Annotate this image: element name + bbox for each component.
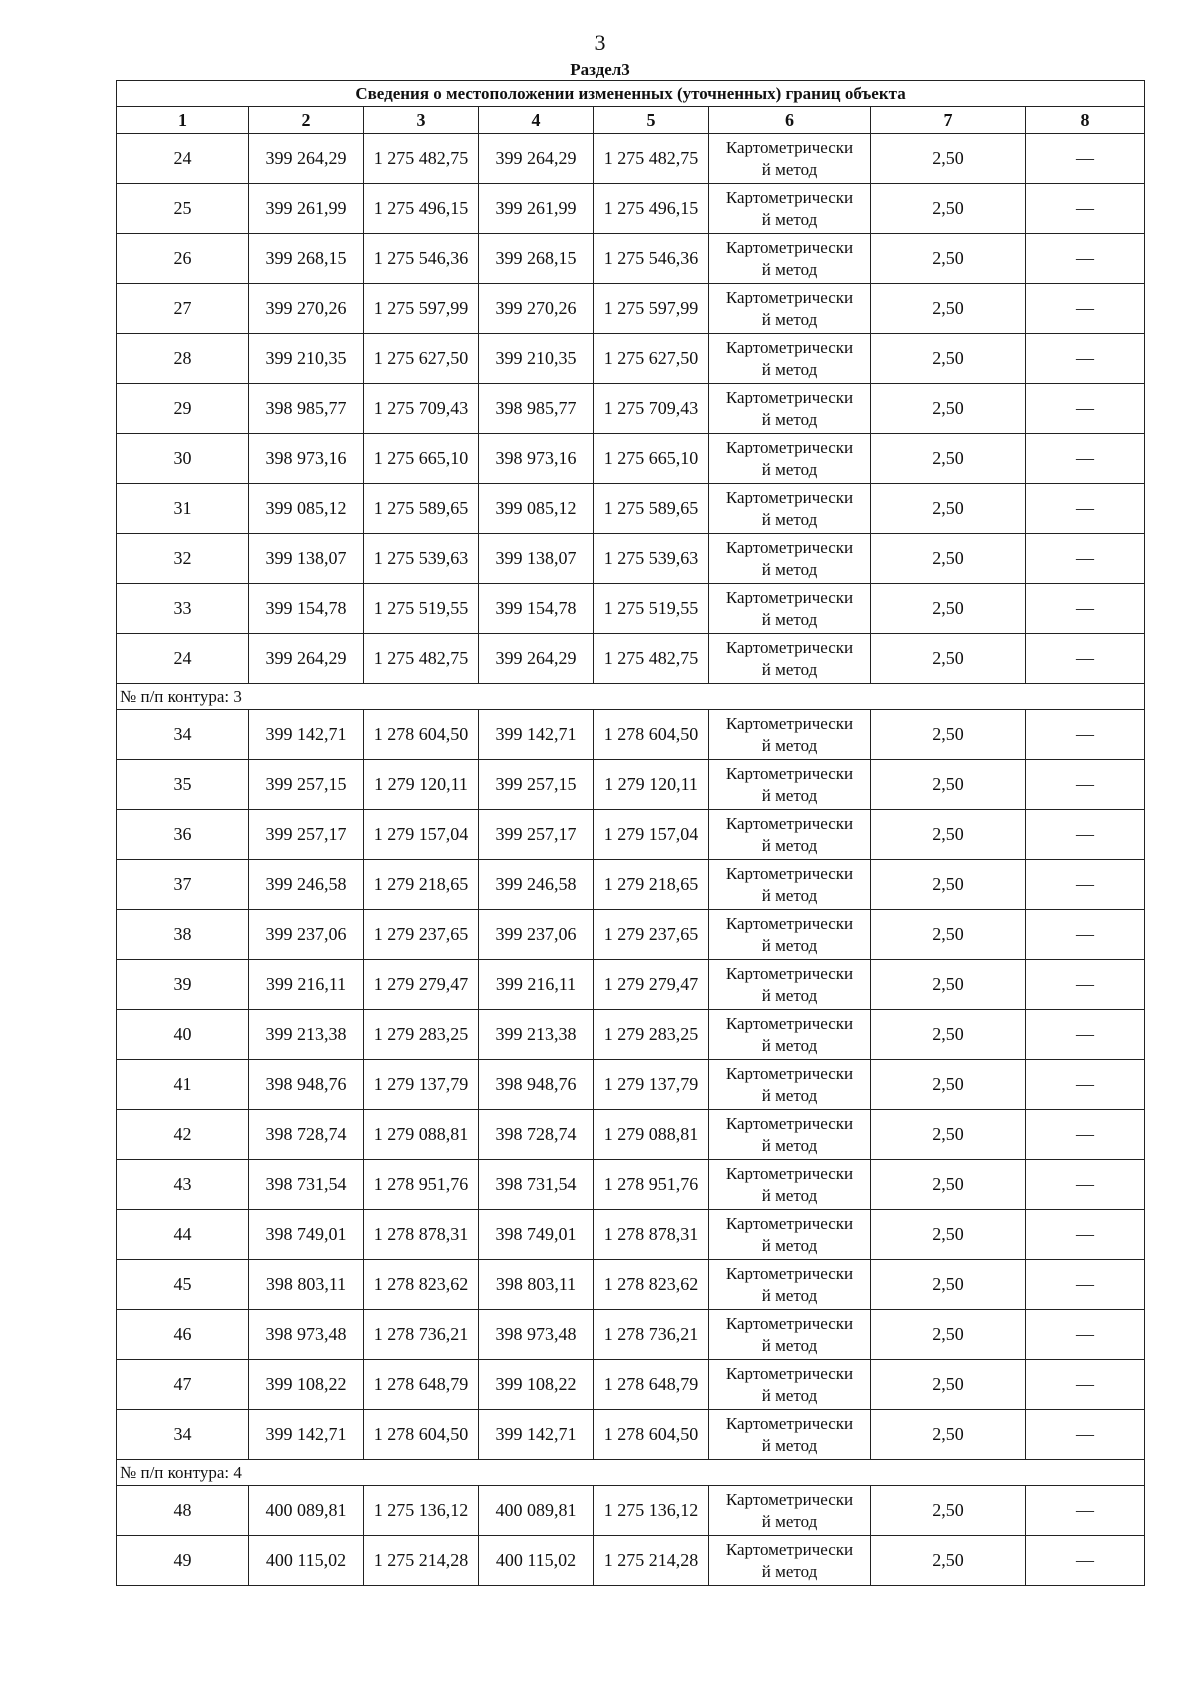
cell-new-y: 1 279 088,81 <box>594 1110 709 1160</box>
cell-existing-y: 1 279 137,79 <box>364 1060 479 1110</box>
table-row <box>117 234 1145 284</box>
cell-existing-y: 1 279 279,47 <box>364 960 479 1010</box>
table-row <box>117 1260 1145 1310</box>
cell-method: Картометрически й метод <box>709 534 871 584</box>
cell-existing-x: 399 216,11 <box>249 960 364 1010</box>
cell-new-x: 399 085,12 <box>479 484 594 534</box>
cell-new-y: 1 275 597,99 <box>594 284 709 334</box>
cell-method: Картометрически й метод <box>709 1260 871 1310</box>
cell-existing-x: 399 270,26 <box>249 284 364 334</box>
table-row <box>117 1536 1145 1586</box>
cell-existing-x: 400 089,81 <box>249 1486 364 1536</box>
cell-existing-y: 1 275 519,55 <box>364 584 479 634</box>
cell-point-number: 30 <box>117 434 249 484</box>
table-row <box>117 710 1145 760</box>
cell-new-y: 1 275 482,75 <box>594 134 709 184</box>
cell-point-number: 44 <box>117 1210 249 1260</box>
table-row <box>117 484 1145 534</box>
cell-new-x: 399 108,22 <box>479 1360 594 1410</box>
table-row <box>117 1360 1145 1410</box>
cell-new-x: 398 948,76 <box>479 1060 594 1110</box>
cell-existing-x: 398 728,74 <box>249 1110 364 1160</box>
table-row <box>117 1110 1145 1160</box>
cell-existing-x: 399 268,15 <box>249 234 364 284</box>
section-title: Раздел3 <box>570 60 630 79</box>
cell-existing-x: 398 731,54 <box>249 1160 364 1210</box>
cell-existing-x: 399 261,99 <box>249 184 364 234</box>
cell-existing-y: 1 278 604,50 <box>364 710 479 760</box>
cell-point-number: 45 <box>117 1260 249 1310</box>
cell-precision: 2,50 <box>871 234 1026 284</box>
cell-point-number: 38 <box>117 910 249 960</box>
cell-existing-y: 1 279 120,11 <box>364 760 479 810</box>
cell-precision: 2,50 <box>871 484 1026 534</box>
cell-point-number: 39 <box>117 960 249 1010</box>
cell-precision: 2,50 <box>871 434 1026 484</box>
cell-method: Картометрически й метод <box>709 1536 871 1586</box>
cell-method: Картометрически й метод <box>709 284 871 334</box>
table-caption: Сведения о местоположении измененных (уточненных) границ объекта <box>117 81 1145 107</box>
cell-precision: 2,50 <box>871 1060 1026 1110</box>
cell-description: — <box>1026 134 1145 184</box>
page-number: 3 <box>594 30 606 55</box>
cell-existing-x: 399 210,35 <box>249 334 364 384</box>
cell-existing-y: 1 279 283,25 <box>364 1010 479 1060</box>
cell-precision: 2,50 <box>871 1360 1026 1410</box>
cell-existing-x: 399 246,58 <box>249 860 364 910</box>
cell-description: — <box>1026 1110 1145 1160</box>
table-row <box>117 584 1145 634</box>
cell-method: Картометрически й метод <box>709 1410 871 1460</box>
cell-point-number: 37 <box>117 860 249 910</box>
table-row <box>117 1486 1145 1536</box>
cell-point-number: 42 <box>117 1110 249 1160</box>
cell-new-y: 1 275 589,65 <box>594 484 709 534</box>
cell-new-x: 400 089,81 <box>479 1486 594 1536</box>
cell-description: — <box>1026 584 1145 634</box>
cell-new-x: 398 973,48 <box>479 1310 594 1360</box>
cell-existing-y: 1 278 823,62 <box>364 1260 479 1310</box>
cell-description: — <box>1026 1536 1145 1586</box>
cell-method: Картометрически й метод <box>709 960 871 1010</box>
cell-method: Картометрически й метод <box>709 910 871 960</box>
cell-new-y: 1 275 709,43 <box>594 384 709 434</box>
cell-existing-y: 1 275 539,63 <box>364 534 479 584</box>
cell-existing-y: 1 279 237,65 <box>364 910 479 960</box>
cell-description: — <box>1026 334 1145 384</box>
table-row <box>117 1060 1145 1110</box>
cell-new-x: 399 257,17 <box>479 810 594 860</box>
cell-point-number: 33 <box>117 584 249 634</box>
table-row <box>117 1010 1145 1060</box>
cell-description: — <box>1026 710 1145 760</box>
cell-precision: 2,50 <box>871 284 1026 334</box>
cell-method: Картометрически й метод <box>709 1310 871 1360</box>
cell-existing-x: 399 108,22 <box>249 1360 364 1410</box>
cell-point-number: 24 <box>117 134 249 184</box>
cell-new-x: 398 973,16 <box>479 434 594 484</box>
cell-description: — <box>1026 234 1145 284</box>
cell-new-y: 1 278 951,76 <box>594 1160 709 1210</box>
cell-method: Картометрически й метод <box>709 434 871 484</box>
column-number-7: 7 <box>871 107 1026 134</box>
cell-precision: 2,50 <box>871 1260 1026 1310</box>
cell-description: — <box>1026 860 1145 910</box>
contour-row <box>117 1460 1145 1486</box>
cell-precision: 2,50 <box>871 1010 1026 1060</box>
cell-existing-x: 399 237,06 <box>249 910 364 960</box>
table-row <box>117 284 1145 334</box>
cell-precision: 2,50 <box>871 634 1026 684</box>
cell-point-number: 31 <box>117 484 249 534</box>
cell-description: — <box>1026 1160 1145 1210</box>
cell-description: — <box>1026 910 1145 960</box>
cell-new-y: 1 278 736,21 <box>594 1310 709 1360</box>
cell-existing-x: 399 142,71 <box>249 1410 364 1460</box>
table-row <box>117 1210 1145 1260</box>
cell-new-y: 1 279 137,79 <box>594 1060 709 1110</box>
boundary-coordinates-table <box>116 80 1145 1586</box>
cell-existing-x: 399 264,29 <box>249 634 364 684</box>
cell-description: — <box>1026 1410 1145 1460</box>
cell-point-number: 46 <box>117 1310 249 1360</box>
table-row <box>117 384 1145 434</box>
cell-description: — <box>1026 534 1145 584</box>
cell-point-number: 47 <box>117 1360 249 1410</box>
cell-method: Картометрически й метод <box>709 134 871 184</box>
table-row <box>117 910 1145 960</box>
cell-point-number: 48 <box>117 1486 249 1536</box>
cell-description: — <box>1026 1260 1145 1310</box>
cell-precision: 2,50 <box>871 810 1026 860</box>
cell-precision: 2,50 <box>871 910 1026 960</box>
cell-method: Картометрически й метод <box>709 484 871 534</box>
cell-point-number: 28 <box>117 334 249 384</box>
column-number-3: 3 <box>364 107 479 134</box>
cell-new-y: 1 275 539,63 <box>594 534 709 584</box>
cell-existing-x: 398 985,77 <box>249 384 364 434</box>
cell-description: — <box>1026 1486 1145 1536</box>
cell-precision: 2,50 <box>871 184 1026 234</box>
cell-method: Картометрически й метод <box>709 1360 871 1410</box>
cell-point-number: 25 <box>117 184 249 234</box>
cell-method: Картометрически й метод <box>709 234 871 284</box>
cell-point-number: 40 <box>117 1010 249 1060</box>
cell-existing-x: 399 257,15 <box>249 760 364 810</box>
cell-new-x: 399 257,15 <box>479 760 594 810</box>
cell-new-x: 398 728,74 <box>479 1110 594 1160</box>
cell-new-x: 398 749,01 <box>479 1210 594 1260</box>
cell-existing-y: 1 278 951,76 <box>364 1160 479 1210</box>
cell-new-y: 1 279 218,65 <box>594 860 709 910</box>
cell-method: Картометрически й метод <box>709 634 871 684</box>
cell-precision: 2,50 <box>871 1486 1026 1536</box>
cell-new-x: 398 985,77 <box>479 384 594 434</box>
cell-method: Картометрически й метод <box>709 584 871 634</box>
cell-new-y: 1 279 279,47 <box>594 960 709 1010</box>
cell-description: — <box>1026 1360 1145 1410</box>
cell-new-y: 1 279 283,25 <box>594 1010 709 1060</box>
cell-new-x: 399 264,29 <box>479 134 594 184</box>
cell-description: — <box>1026 434 1145 484</box>
cell-new-y: 1 278 648,79 <box>594 1360 709 1410</box>
cell-existing-y: 1 275 597,99 <box>364 284 479 334</box>
cell-precision: 2,50 <box>871 1160 1026 1210</box>
cell-method: Картометрически й метод <box>709 1060 871 1110</box>
cell-method: Картометрически й метод <box>709 1486 871 1536</box>
cell-existing-y: 1 278 878,31 <box>364 1210 479 1260</box>
cell-point-number: 29 <box>117 384 249 434</box>
cell-method: Картометрически й метод <box>709 1210 871 1260</box>
cell-existing-x: 399 085,12 <box>249 484 364 534</box>
cell-new-x: 399 213,38 <box>479 1010 594 1060</box>
cell-precision: 2,50 <box>871 534 1026 584</box>
cell-new-x: 399 270,26 <box>479 284 594 334</box>
table-row <box>117 960 1145 1010</box>
cell-method: Картометрически й метод <box>709 1010 871 1060</box>
cell-existing-y: 1 275 214,28 <box>364 1536 479 1586</box>
cell-description: — <box>1026 1210 1145 1260</box>
cell-existing-y: 1 278 648,79 <box>364 1360 479 1410</box>
cell-existing-y: 1 279 157,04 <box>364 810 479 860</box>
cell-existing-x: 399 154,78 <box>249 584 364 634</box>
cell-method: Картометрически й метод <box>709 384 871 434</box>
cell-new-x: 399 216,11 <box>479 960 594 1010</box>
cell-existing-y: 1 275 482,75 <box>364 634 479 684</box>
table-row <box>117 1160 1145 1210</box>
cell-new-y: 1 275 546,36 <box>594 234 709 284</box>
cell-description: — <box>1026 184 1145 234</box>
column-number-8: 8 <box>1026 107 1145 134</box>
column-number-4: 4 <box>479 107 594 134</box>
cell-method: Картометрически й метод <box>709 760 871 810</box>
cell-existing-x: 400 115,02 <box>249 1536 364 1586</box>
cell-point-number: 49 <box>117 1536 249 1586</box>
cell-existing-x: 398 948,76 <box>249 1060 364 1110</box>
cell-description: — <box>1026 384 1145 434</box>
table-row <box>117 810 1145 860</box>
column-number-5: 5 <box>594 107 709 134</box>
cell-new-x: 399 142,71 <box>479 710 594 760</box>
cell-point-number: 24 <box>117 634 249 684</box>
cell-existing-x: 398 973,48 <box>249 1310 364 1360</box>
cell-method: Картометрически й метод <box>709 184 871 234</box>
table-row <box>117 334 1145 384</box>
cell-method: Картометрически й метод <box>709 334 871 384</box>
table-row <box>117 134 1145 184</box>
cell-new-y: 1 275 519,55 <box>594 584 709 634</box>
cell-new-x: 398 803,11 <box>479 1260 594 1310</box>
cell-precision: 2,50 <box>871 860 1026 910</box>
cell-existing-y: 1 275 589,65 <box>364 484 479 534</box>
cell-existing-x: 399 257,17 <box>249 810 364 860</box>
cell-existing-y: 1 278 604,50 <box>364 1410 479 1460</box>
column-number-row <box>117 107 1145 134</box>
cell-existing-x: 398 803,11 <box>249 1260 364 1310</box>
cell-existing-x: 399 264,29 <box>249 134 364 184</box>
cell-method: Картометрически й метод <box>709 860 871 910</box>
contour-label: № п/п контура: 3 <box>117 684 1145 710</box>
cell-new-x: 399 246,58 <box>479 860 594 910</box>
cell-point-number: 34 <box>117 710 249 760</box>
table-row <box>117 534 1145 584</box>
cell-point-number: 35 <box>117 760 249 810</box>
cell-existing-y: 1 275 709,43 <box>364 384 479 434</box>
cell-new-y: 1 279 237,65 <box>594 910 709 960</box>
cell-new-y: 1 278 604,50 <box>594 710 709 760</box>
cell-precision: 2,50 <box>871 1410 1026 1460</box>
cell-precision: 2,50 <box>871 960 1026 1010</box>
column-number-1: 1 <box>117 107 249 134</box>
cell-precision: 2,50 <box>871 1110 1026 1160</box>
table-body <box>117 134 1145 1586</box>
cell-new-x: 400 115,02 <box>479 1536 594 1586</box>
cell-method: Картометрически й метод <box>709 710 871 760</box>
cell-description: — <box>1026 634 1145 684</box>
table-row <box>117 634 1145 684</box>
cell-method: Картометрически й метод <box>709 1110 871 1160</box>
cell-new-x: 398 731,54 <box>479 1160 594 1210</box>
table-row <box>117 1310 1145 1360</box>
cell-new-x: 399 268,15 <box>479 234 594 284</box>
table-row <box>117 860 1145 910</box>
cell-new-y: 1 275 136,12 <box>594 1486 709 1536</box>
cell-existing-y: 1 279 218,65 <box>364 860 479 910</box>
cell-existing-x: 398 749,01 <box>249 1210 364 1260</box>
cell-new-x: 399 237,06 <box>479 910 594 960</box>
cell-existing-y: 1 275 546,36 <box>364 234 479 284</box>
cell-description: — <box>1026 484 1145 534</box>
cell-description: — <box>1026 1310 1145 1360</box>
cell-existing-y: 1 275 136,12 <box>364 1486 479 1536</box>
cell-new-x: 399 142,71 <box>479 1410 594 1460</box>
cell-point-number: 26 <box>117 234 249 284</box>
cell-description: — <box>1026 284 1145 334</box>
cell-existing-y: 1 275 482,75 <box>364 134 479 184</box>
table-row <box>117 434 1145 484</box>
cell-new-y: 1 278 604,50 <box>594 1410 709 1460</box>
cell-precision: 2,50 <box>871 760 1026 810</box>
cell-existing-x: 399 142,71 <box>249 710 364 760</box>
cell-description: — <box>1026 960 1145 1010</box>
cell-existing-y: 1 275 496,15 <box>364 184 479 234</box>
cell-existing-x: 398 973,16 <box>249 434 364 484</box>
cell-precision: 2,50 <box>871 1310 1026 1360</box>
table-row <box>117 184 1145 234</box>
cell-new-x: 399 138,07 <box>479 534 594 584</box>
cell-new-x: 399 210,35 <box>479 334 594 384</box>
cell-new-x: 399 264,29 <box>479 634 594 684</box>
cell-description: — <box>1026 810 1145 860</box>
cell-point-number: 34 <box>117 1410 249 1460</box>
table-row <box>117 760 1145 810</box>
cell-existing-y: 1 279 088,81 <box>364 1110 479 1160</box>
table-row <box>117 1410 1145 1460</box>
cell-precision: 2,50 <box>871 384 1026 434</box>
cell-new-x: 399 261,99 <box>479 184 594 234</box>
cell-precision: 2,50 <box>871 334 1026 384</box>
cell-new-y: 1 275 496,15 <box>594 184 709 234</box>
cell-new-y: 1 275 665,10 <box>594 434 709 484</box>
cell-new-y: 1 275 627,50 <box>594 334 709 384</box>
cell-new-y: 1 275 214,28 <box>594 1536 709 1586</box>
cell-description: — <box>1026 1010 1145 1060</box>
cell-point-number: 32 <box>117 534 249 584</box>
contour-label: № п/п контура: 4 <box>117 1460 1145 1486</box>
cell-new-y: 1 279 120,11 <box>594 760 709 810</box>
cell-existing-y: 1 275 665,10 <box>364 434 479 484</box>
cell-new-y: 1 279 157,04 <box>594 810 709 860</box>
cell-description: — <box>1026 760 1145 810</box>
cell-precision: 2,50 <box>871 134 1026 184</box>
cell-existing-x: 399 213,38 <box>249 1010 364 1060</box>
column-number-6: 6 <box>709 107 871 134</box>
cell-new-y: 1 275 482,75 <box>594 634 709 684</box>
cell-point-number: 43 <box>117 1160 249 1210</box>
cell-point-number: 36 <box>117 810 249 860</box>
cell-point-number: 41 <box>117 1060 249 1110</box>
cell-new-x: 399 154,78 <box>479 584 594 634</box>
cell-precision: 2,50 <box>871 710 1026 760</box>
cell-method: Картометрически й метод <box>709 1160 871 1210</box>
cell-point-number: 27 <box>117 284 249 334</box>
cell-existing-y: 1 278 736,21 <box>364 1310 479 1360</box>
contour-row <box>117 684 1145 710</box>
cell-existing-y: 1 275 627,50 <box>364 334 479 384</box>
cell-existing-x: 399 138,07 <box>249 534 364 584</box>
cell-description: — <box>1026 1060 1145 1110</box>
cell-precision: 2,50 <box>871 1210 1026 1260</box>
cell-precision: 2,50 <box>871 584 1026 634</box>
cell-new-y: 1 278 823,62 <box>594 1260 709 1310</box>
cell-new-y: 1 278 878,31 <box>594 1210 709 1260</box>
cell-method: Картометрически й метод <box>709 810 871 860</box>
cell-precision: 2,50 <box>871 1536 1026 1586</box>
column-number-2: 2 <box>249 107 364 134</box>
